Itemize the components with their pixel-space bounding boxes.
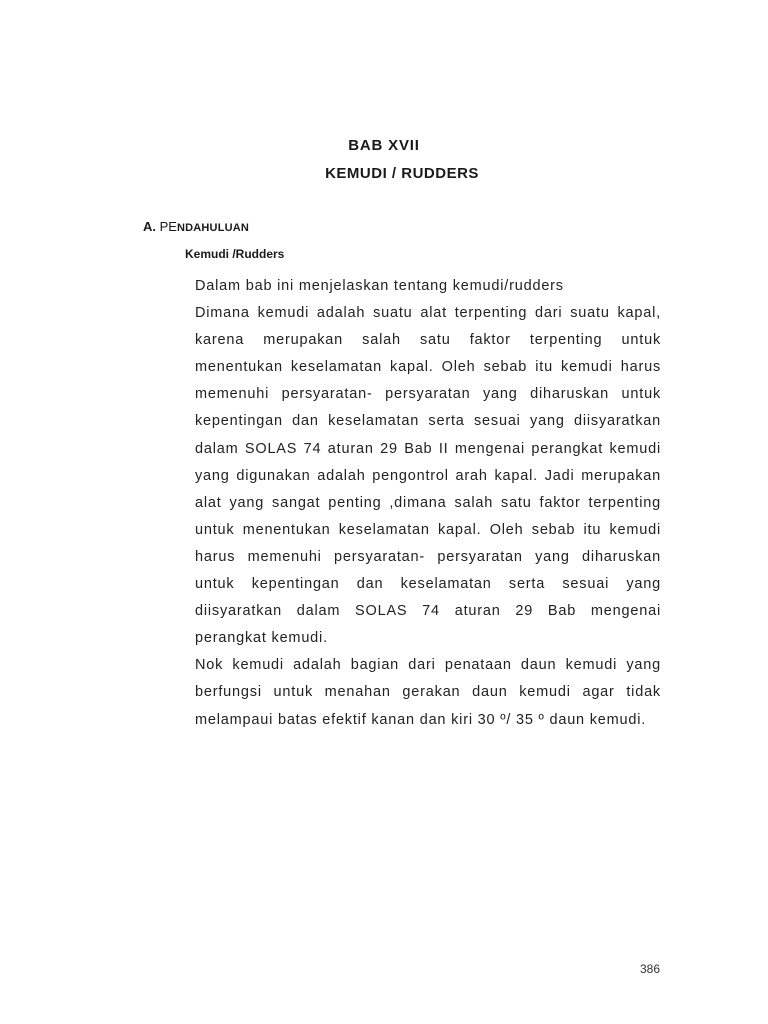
paragraph-nok: Nok kemudi adalah bagian dari penataan daun kemudi yang berfungsi untuk menahan gerakan daun kemudi agar tidak melampaui batas efektif kanan dan kiri 30 º/ 35 º daun kemudi. [195,657,661,728]
paragraph-intro: Dalam bab ini menjelaskan tentang kemudi/rudders [195,278,564,294]
section-heading [143,219,249,234]
section-title-rest: NDAHULUAN [176,222,250,234]
subsection-heading: Kemudi /Rudders [185,247,285,261]
body-text [195,273,661,734]
chapter-subtitle: KEMUDI / RUDDERS [325,165,479,182]
page-number: 386 [639,962,660,976]
chapter-title: BAB XVII [348,137,420,154]
section-title-first: PE [159,219,177,234]
paragraph-main: Dimana kemudi adalah suatu alat terpenting dari suatu kapal, karena merupakan salah satu faktor terpenting untuk menentukan keselamatan kapal. Oleh sebab itu kemudi harus memenuhi persyaratan- persyaratan yang diharuskan untuk kepentingan dan keselamatan serta sesuai yang diisyaratkan dalam SOLAS 74 aturan 29 Bab II mengenai perangkat kemudi yang digunakan adalah pengontrol arah kapal. Jadi merupakan alat yang sangat penting ,dimana salah satu faktor terpenting untuk menentukan keselamatan kapal. Oleh sebab itu kemudi harus memenuhi persyaratan- persyaratan yang diharuskan untuk kepentingan dan keselamatan serta sesuai yang diisyaratkan dalam SOLAS 74 aturan 29 Bab mengenai perangkat kemudi. [195,305,661,647]
section-number: A. [143,219,156,234]
